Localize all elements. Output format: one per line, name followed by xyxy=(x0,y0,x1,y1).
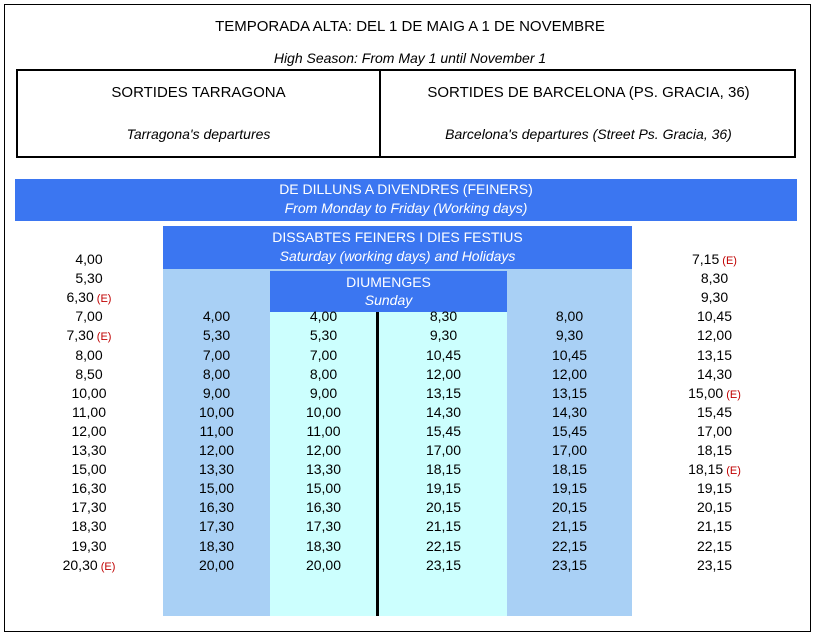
time-value: 9,30 xyxy=(700,289,729,306)
time-cell xyxy=(632,461,797,477)
time-cell xyxy=(163,366,270,382)
time-cell xyxy=(507,538,632,554)
time-cell xyxy=(15,308,163,324)
time-cell xyxy=(507,499,632,515)
time-value: 23,15 xyxy=(551,556,588,573)
time-cell xyxy=(163,385,270,401)
time-cell xyxy=(507,385,632,401)
time-value: 12,00 xyxy=(696,327,733,344)
sundays-label-en: Sunday xyxy=(364,292,413,308)
time-value: 20,00 xyxy=(198,556,235,573)
time-value: 22,15 xyxy=(425,537,462,554)
time-cell xyxy=(270,308,377,324)
time-cell xyxy=(270,327,377,343)
time-cell xyxy=(632,366,797,382)
time-value: 19,15 xyxy=(551,480,588,497)
time-cell xyxy=(270,347,377,363)
time-value: 10,00 xyxy=(71,384,107,401)
time-value: 6,30 xyxy=(66,289,94,306)
time-value: 13,30 xyxy=(305,461,342,478)
time-cell xyxy=(15,480,163,496)
weekdays-label: DE DILLUNS A DIVENDRES (FEINERS) xyxy=(279,181,533,197)
time-cell xyxy=(270,423,377,439)
time-cell xyxy=(270,518,377,534)
time-value: 15,00 xyxy=(198,480,235,497)
time-cell xyxy=(15,404,163,420)
saturdays-label: DISSABTES FEINERS I DIES FESTIUS xyxy=(272,229,523,245)
time-cell xyxy=(507,308,632,324)
time-value: 10,00 xyxy=(305,403,342,420)
time-value: 8,30 xyxy=(700,270,729,287)
saturdays-label-en: Saturday (working days) and Holidays xyxy=(279,248,516,264)
time-value: 21,15 xyxy=(551,518,588,535)
time-cell xyxy=(507,347,632,363)
time-cell xyxy=(15,442,163,458)
time-value: 18,15 xyxy=(696,442,733,458)
time-value: 17,30 xyxy=(198,518,235,535)
season-title: TEMPORADA ALTA: DEL 1 DE MAIG A 1 DE NOVEMBRE xyxy=(215,18,605,35)
time-value: 17,00 xyxy=(551,442,588,458)
time-cell xyxy=(380,538,507,554)
time-cell xyxy=(507,366,632,382)
time-value: 5,30 xyxy=(75,270,103,287)
time-value: 11,00 xyxy=(199,422,234,439)
time-value: 7,00 xyxy=(75,308,103,325)
time-cell xyxy=(380,385,507,401)
time-cell xyxy=(270,557,377,573)
time-value: 16,30 xyxy=(71,480,107,497)
time-cell xyxy=(163,423,270,439)
time-value: 19,15 xyxy=(696,480,733,497)
time-cell xyxy=(15,423,163,439)
time-cell xyxy=(163,557,270,573)
time-cell xyxy=(163,480,270,496)
time-cell xyxy=(507,461,632,477)
time-value: 12,00 xyxy=(425,365,462,382)
express-marker: (E) xyxy=(723,465,741,478)
time-cell xyxy=(632,404,797,420)
time-value: 12,00 xyxy=(71,422,107,439)
time-cell xyxy=(163,461,270,477)
time-value: 10,45 xyxy=(696,308,733,325)
time-value: 13,30 xyxy=(198,461,235,478)
departures-header xyxy=(16,69,796,158)
time-cell xyxy=(380,442,507,458)
time-value: 8,00 xyxy=(202,365,231,382)
time-cell xyxy=(507,480,632,496)
time-cell xyxy=(163,538,270,554)
time-cell xyxy=(15,538,163,554)
tarragona-heading-en: Tarragona's departures xyxy=(126,126,271,142)
weekdays-band xyxy=(15,179,797,221)
time-cell xyxy=(632,423,797,439)
time-cell xyxy=(632,480,797,496)
time-cell xyxy=(380,404,507,420)
weekdays-label-en: From Monday to Friday (Working days) xyxy=(284,200,528,216)
time-cell xyxy=(270,366,377,382)
time-cell xyxy=(507,518,632,534)
time-value: 13,15 xyxy=(551,384,588,401)
time-value: 11,00 xyxy=(306,422,341,439)
time-value: 14,30 xyxy=(696,365,733,382)
time-cell xyxy=(15,499,163,515)
time-cell xyxy=(270,404,377,420)
time-value: 16,30 xyxy=(305,499,342,516)
time-cell xyxy=(163,347,270,363)
time-value: 18,15 xyxy=(551,461,588,478)
time-value: 12,00 xyxy=(551,365,588,382)
time-value: 12,00 xyxy=(198,442,235,458)
time-cell xyxy=(15,518,163,534)
time-cell xyxy=(163,442,270,458)
time-value: 9,30 xyxy=(555,327,584,344)
time-cell xyxy=(507,557,632,573)
time-value: 7,00 xyxy=(202,346,231,363)
time-value: 4,00 xyxy=(309,308,338,325)
time-value: 19,30 xyxy=(71,537,107,554)
time-value: 18,30 xyxy=(71,518,107,535)
time-value: 10,45 xyxy=(425,346,462,363)
time-value: 23,15 xyxy=(696,556,733,573)
time-cell xyxy=(15,385,163,401)
time-cell xyxy=(270,385,377,401)
time-value: 8,30 xyxy=(429,308,458,325)
time-value: 21,15 xyxy=(696,518,733,535)
time-value: 8,00 xyxy=(75,346,103,363)
barcelona-heading: SORTIDES DE BARCELONA (PS. GRACIA, 36) xyxy=(427,84,750,101)
time-value: 20,15 xyxy=(696,499,733,516)
time-value: 20,15 xyxy=(551,499,588,516)
time-value: 15,45 xyxy=(425,422,462,439)
time-cell xyxy=(632,538,797,554)
express-marker: (E) xyxy=(93,293,112,306)
time-cell xyxy=(15,347,163,363)
time-value: 17,30 xyxy=(71,499,107,516)
express-marker: (E) xyxy=(723,388,741,401)
time-cell xyxy=(270,461,377,477)
time-value: 9,00 xyxy=(309,384,338,401)
time-cell xyxy=(632,327,797,343)
time-value: 5,30 xyxy=(309,327,338,344)
time-value: 17,30 xyxy=(305,518,342,535)
time-value: 18,15 xyxy=(425,461,462,478)
time-cell xyxy=(632,442,797,458)
time-cell xyxy=(270,499,377,515)
time-value: 20,30 xyxy=(62,556,98,573)
time-cell xyxy=(632,347,797,363)
time-value: 7,15 xyxy=(692,251,720,267)
time-value: 20,15 xyxy=(425,499,462,516)
time-cell xyxy=(380,423,507,439)
express-marker: (E) xyxy=(97,560,116,573)
time-cell xyxy=(380,480,507,496)
express-marker: (E) xyxy=(93,331,112,344)
time-cell xyxy=(507,327,632,343)
time-cell xyxy=(15,557,163,573)
time-cell xyxy=(270,538,377,554)
time-value: 13,15 xyxy=(696,346,733,363)
barcelona-heading-en: Barcelona's departures (Street Ps. Gracia, 36) xyxy=(445,126,732,142)
time-cell xyxy=(507,423,632,439)
time-cell xyxy=(380,499,507,515)
time-value: 21,15 xyxy=(425,518,462,535)
time-cell xyxy=(380,366,507,382)
time-cell xyxy=(380,461,507,477)
time-cell xyxy=(15,327,163,343)
time-cell xyxy=(380,518,507,534)
time-cell xyxy=(15,289,163,305)
time-value: 15,00 xyxy=(305,480,342,497)
time-value: 18,30 xyxy=(198,537,235,554)
express-marker: (E) xyxy=(719,255,737,267)
sundays-band xyxy=(270,271,507,312)
time-cell xyxy=(270,480,377,496)
time-value: 11,00 xyxy=(72,403,106,420)
time-value: 14,30 xyxy=(551,403,588,420)
time-value: 18,30 xyxy=(305,537,342,554)
tarragona-heading: SORTIDES TARRAGONA xyxy=(111,84,286,101)
time-value: 17,00 xyxy=(425,442,462,458)
time-value: 13,15 xyxy=(425,384,462,401)
time-value: 15,45 xyxy=(696,403,733,420)
time-cell xyxy=(632,557,797,573)
time-cell xyxy=(380,308,507,324)
time-cell xyxy=(632,308,797,324)
time-cell xyxy=(632,251,797,267)
time-cell xyxy=(380,557,507,573)
time-cell xyxy=(632,289,797,305)
time-value: 8,50 xyxy=(75,365,103,382)
time-cell xyxy=(163,499,270,515)
time-value: 7,30 xyxy=(66,327,94,344)
time-value: 22,15 xyxy=(696,537,733,554)
saturdays-band xyxy=(163,226,632,269)
time-value: 10,45 xyxy=(551,346,588,363)
time-cell xyxy=(163,308,270,324)
time-cell xyxy=(507,442,632,458)
time-value: 10,00 xyxy=(198,403,235,420)
time-value: 19,15 xyxy=(425,480,462,497)
time-cell xyxy=(632,518,797,534)
time-cell xyxy=(163,518,270,534)
time-cell xyxy=(632,385,797,401)
time-value: 17,00 xyxy=(696,422,733,439)
time-cell xyxy=(15,251,163,267)
time-cell xyxy=(380,327,507,343)
time-value: 9,00 xyxy=(202,384,231,401)
sundays-label: DIUMENGES xyxy=(346,274,431,290)
time-value: 7,00 xyxy=(309,346,338,363)
time-value: 16,30 xyxy=(198,499,235,516)
time-cell xyxy=(270,442,377,458)
time-value: 5,30 xyxy=(202,327,231,344)
time-cell xyxy=(15,270,163,286)
time-value: 12,00 xyxy=(305,442,342,458)
time-value: 4,00 xyxy=(75,251,103,267)
time-value: 22,15 xyxy=(551,537,588,554)
time-value: 18,15 xyxy=(688,461,724,478)
time-value: 9,30 xyxy=(429,327,458,344)
season-subtitle: High Season: From May 1 until November 1 xyxy=(273,50,547,66)
time-cell xyxy=(632,499,797,515)
time-value: 8,00 xyxy=(309,365,338,382)
time-cell xyxy=(163,327,270,343)
time-value: 15,00 xyxy=(688,384,724,401)
time-value: 8,00 xyxy=(555,308,584,325)
time-cell xyxy=(380,347,507,363)
time-cell xyxy=(15,461,163,477)
time-cell xyxy=(632,270,797,286)
time-value: 23,15 xyxy=(425,556,462,573)
time-value: 15,45 xyxy=(551,422,588,439)
time-value: 14,30 xyxy=(425,403,462,420)
time-value: 13,30 xyxy=(71,442,107,458)
time-cell xyxy=(507,404,632,420)
time-cell xyxy=(163,404,270,420)
time-cell xyxy=(15,366,163,382)
time-value: 20,00 xyxy=(305,556,342,573)
time-value: 4,00 xyxy=(202,308,231,325)
time-value: 15,00 xyxy=(71,461,107,478)
